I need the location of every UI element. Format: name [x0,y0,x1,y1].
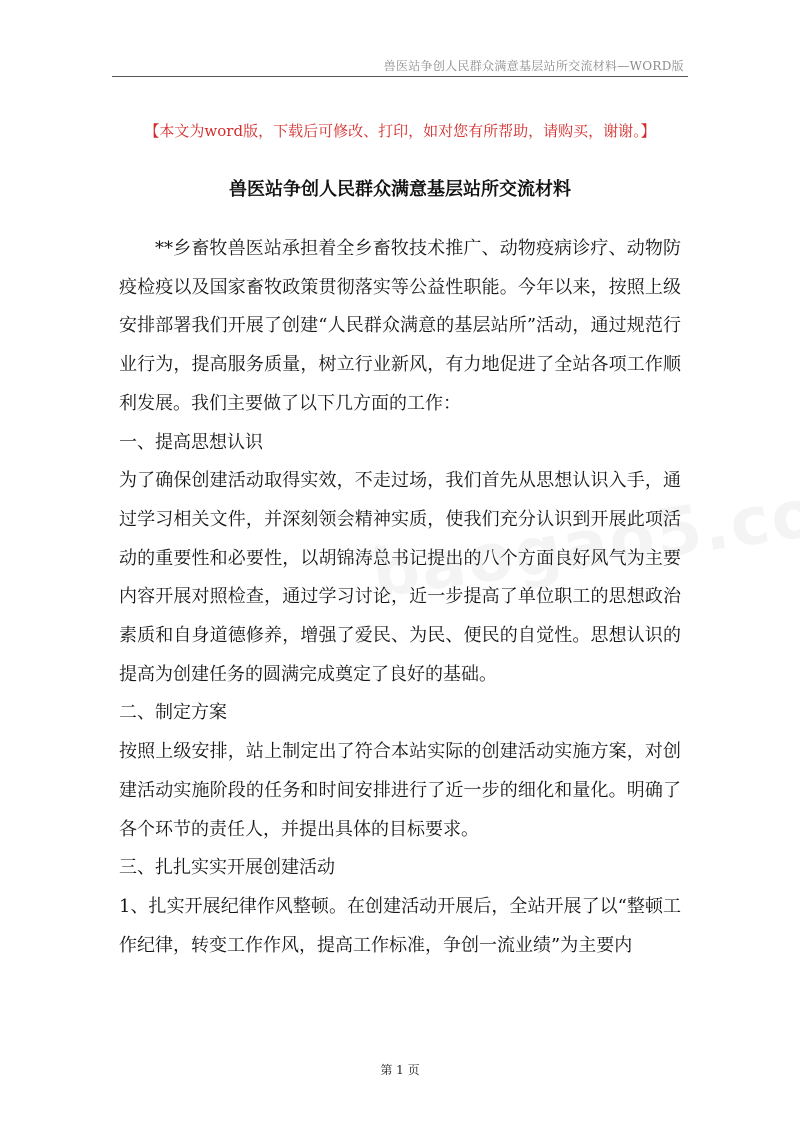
running-header: 兽医站争创人民群众满意基层站所交流材料—WORD版 [383,59,684,73]
paragraph-section-3-item-1: 1、扎实开展纪律作风整顿。在创建活动开展后，全站开展了以“整顿工作纪律，转变工作作风，提高工作标准，争创一流业绩”为主要内 [119,895,681,956]
section-heading-1: 一、提高思想认识 [119,431,263,453]
paragraph-section-1: 为了确保创建活动取得实效，不走过场，我们首先从思想认识入手，通过学习相关文件，并深刻领会精神实质，使我们充分认识到开展此项活动的重要性和必要性，以胡锦涛总书记提出的八个方面良好风气为主要内容开展对照检查，通过学习讨论，近一步提高了单位职工的思想政治素质和自身道德修养，增强了爱民、为民、便民的自觉性。思想认识的提高为创建任务的圆满完成奠定了良好的基础。 [119,470,681,685]
page-number: 第 1 页 [380,1063,420,1077]
header-divider [112,76,688,77]
section-heading-2: 二、制定方案 [119,702,227,724]
paragraph-intro: **乡畜牧兽医站承担着全乡畜牧技术推广、动物疫病诊疗、动物防疫检疫以及国家畜牧政策贯彻落实等公益性职能。今年以来，按照上级安排部署我们开展了创建“人民群众满意的基层站所”活动，通过规范行业行为，提高服务质量，树立行业新风，有力地促进了全站各项工作顺利发展。我们主要做了以下几方面的工作： [119,238,681,414]
purchase-notice: 【本文为word版，下载后可修改、打印，如对您有所帮助，请购买，谢谢。】 [144,122,656,140]
paragraph-section-2: 按照上级安排，站上制定出了符合本站实际的创建活动实施方案，对创建活动实施阶段的任务和时间安排进行了近一步的细化和量化。明确了各个环节的责任人，并提出具体的目标要求。 [119,741,681,840]
document-body [119,230,681,965]
section-heading-3: 三、扎扎实实开展创建活动 [119,857,335,879]
document-title: 兽医站争创人民群众满意基层站所交流材料 [229,179,571,200]
